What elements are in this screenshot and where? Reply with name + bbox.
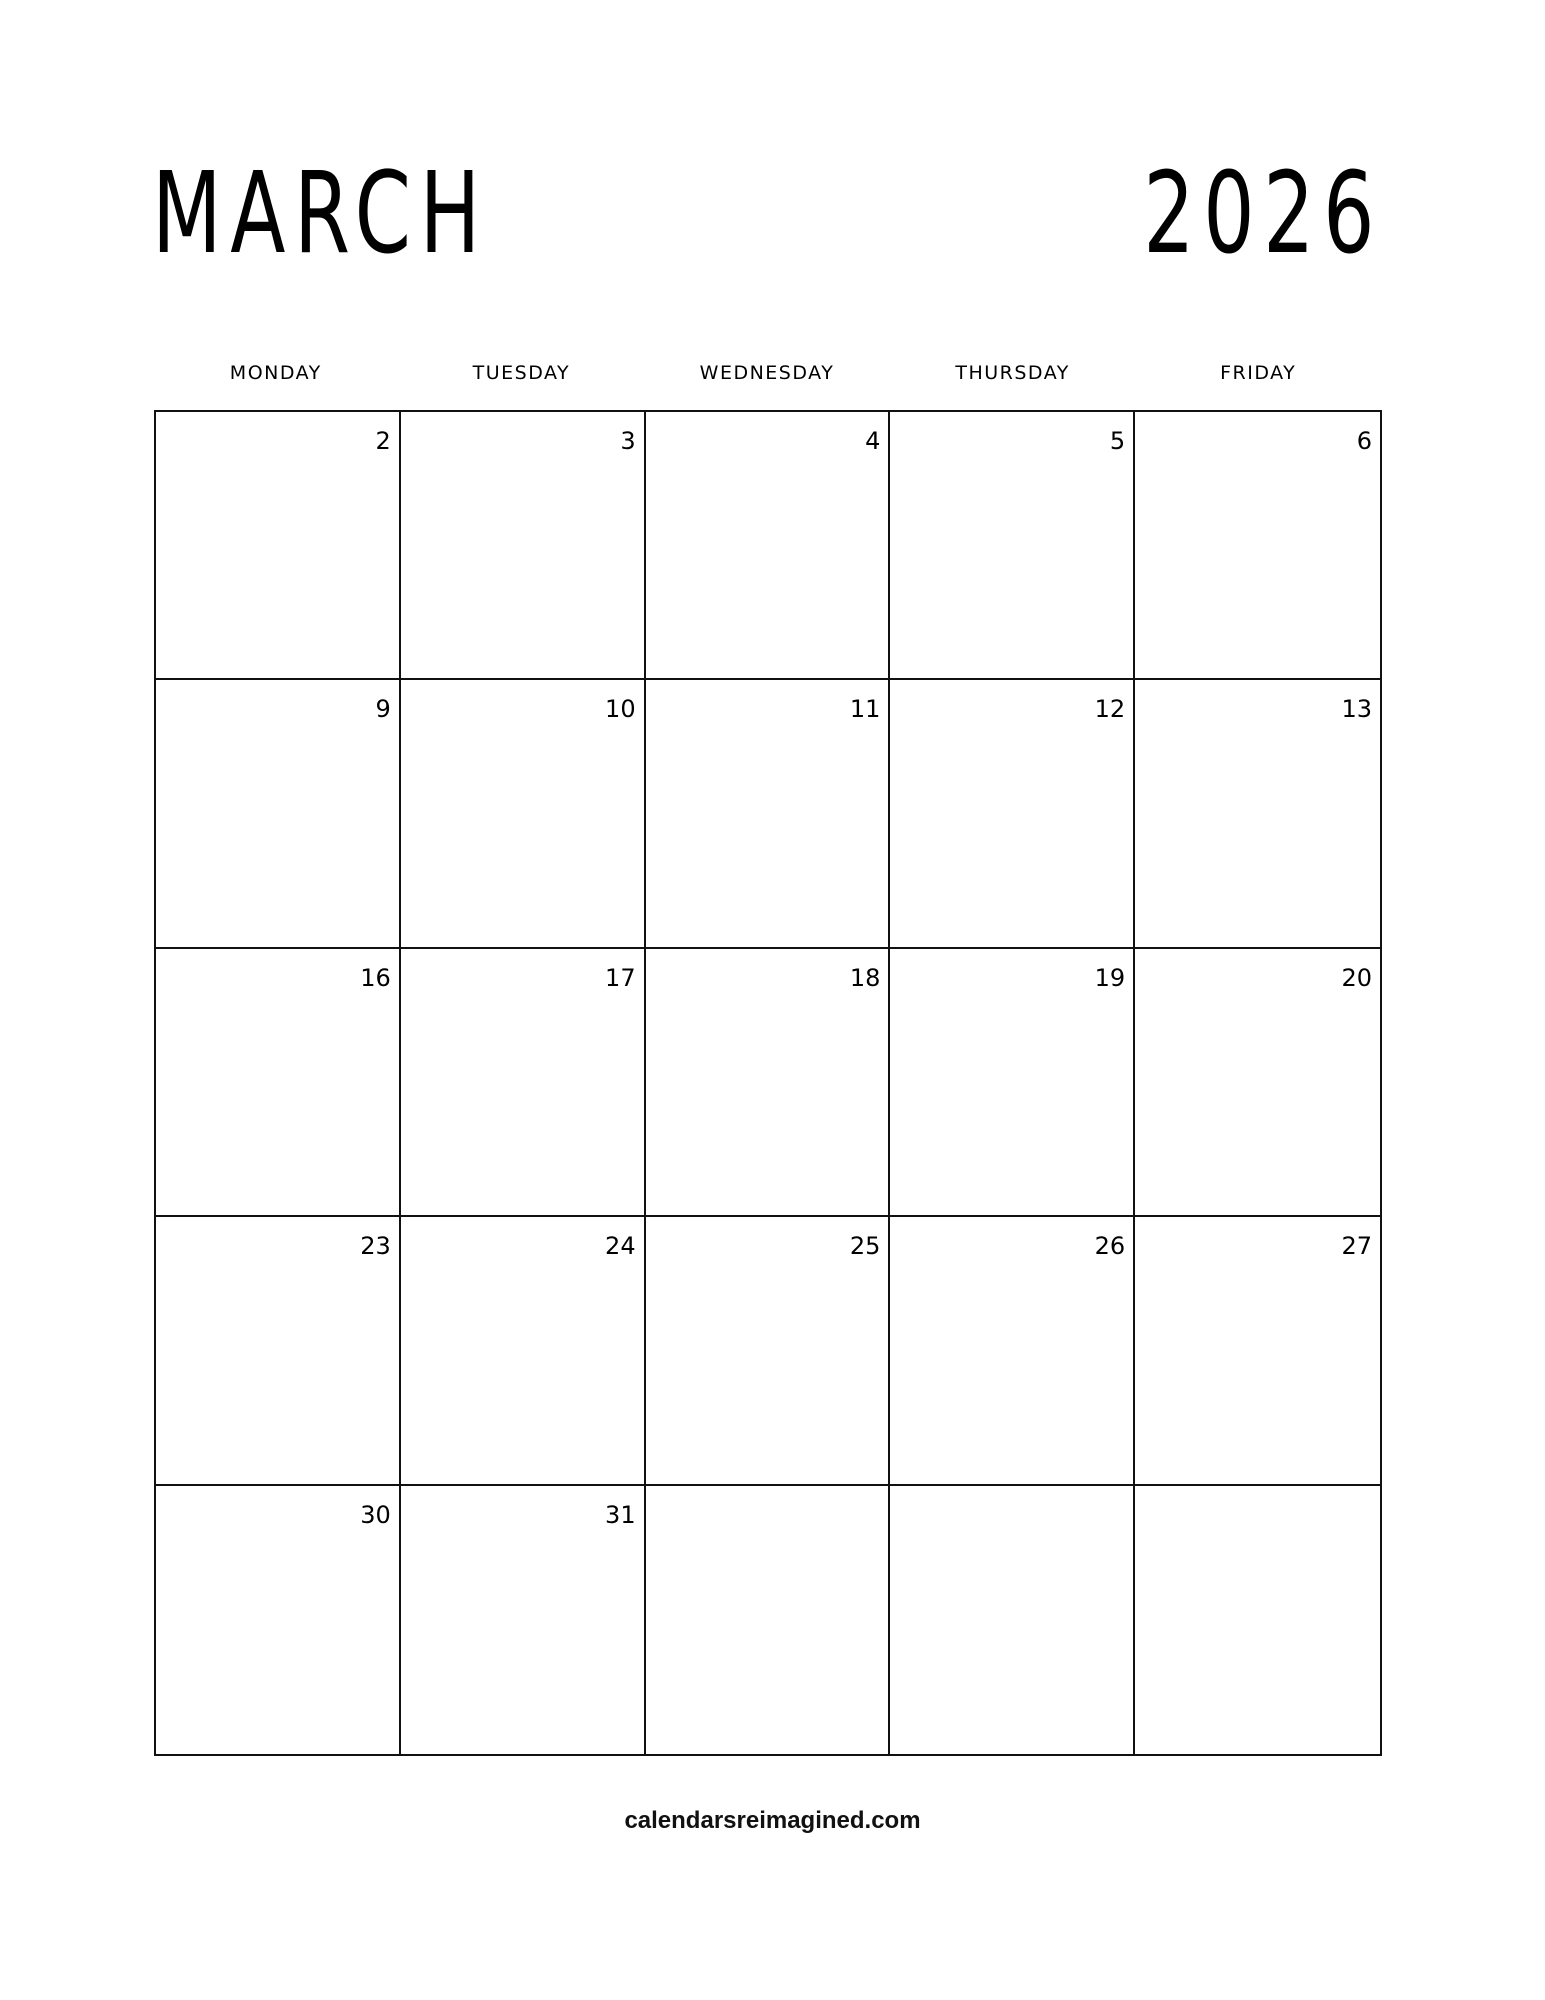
day-number: 31	[605, 1500, 636, 1529]
day-number: 5	[1109, 427, 1126, 455]
year-title: 2026	[1143, 149, 1383, 279]
day-cell	[646, 949, 891, 1217]
calendar-grid	[154, 410, 1382, 1756]
day-number: 9	[375, 695, 391, 724]
day-cell	[1135, 1217, 1380, 1485]
empty-day-cell	[646, 1486, 891, 1754]
day-cell	[1135, 949, 1380, 1217]
day-number: 3	[620, 427, 636, 455]
weekday-friday: FRIDAY	[1220, 362, 1297, 384]
weekday-monday: MONDAY	[229, 362, 322, 384]
day-cell	[890, 949, 1135, 1217]
day-cell	[401, 1486, 646, 1754]
day-number: 26	[1094, 1232, 1126, 1261]
day-cell	[401, 680, 646, 948]
day-number: 25	[849, 1232, 881, 1261]
day-number: 27	[1341, 1232, 1372, 1261]
day-cell	[646, 680, 891, 948]
day-cell	[890, 1217, 1135, 1485]
day-cell	[401, 949, 646, 1217]
day-number: 10	[605, 695, 636, 724]
day-number: 20	[1341, 963, 1372, 992]
day-cell	[890, 412, 1135, 680]
day-cell	[1135, 680, 1380, 948]
empty-day-cell	[890, 1486, 1135, 1754]
day-cell	[646, 412, 891, 680]
month-title: MARCH	[152, 149, 489, 279]
day-cell	[156, 412, 401, 680]
weekday-header-row	[153, 358, 1381, 388]
day-number: 2	[375, 427, 391, 455]
day-number: 23	[360, 1232, 391, 1261]
weekday-wednesday: WEDNESDAY	[699, 362, 835, 384]
website-footer: calendarsreimagined.com	[624, 1807, 921, 1834]
day-number: 19	[1094, 963, 1126, 992]
day-number: 13	[1341, 695, 1372, 724]
day-number: 11	[849, 695, 881, 724]
weekday-tuesday: TUESDAY	[472, 362, 571, 384]
day-number: 4	[865, 427, 881, 455]
weekday-thursday: THURSDAY	[955, 362, 1070, 384]
day-cell	[156, 949, 401, 1217]
day-number: 24	[605, 1232, 636, 1261]
day-cell	[156, 1217, 401, 1485]
day-cell	[646, 1217, 891, 1485]
day-cell	[156, 1486, 401, 1754]
empty-day-cell	[1135, 1486, 1380, 1754]
day-cell	[401, 1217, 646, 1485]
day-cell	[156, 680, 401, 948]
day-cell	[401, 412, 646, 680]
day-cell	[1135, 412, 1380, 680]
day-number: 16	[360, 963, 391, 992]
day-number: 30	[360, 1500, 391, 1529]
day-cell	[890, 680, 1135, 948]
day-number: 12	[1094, 695, 1126, 724]
day-number: 6	[1356, 427, 1372, 455]
day-number: 18	[849, 963, 881, 992]
day-number: 17	[605, 963, 636, 992]
